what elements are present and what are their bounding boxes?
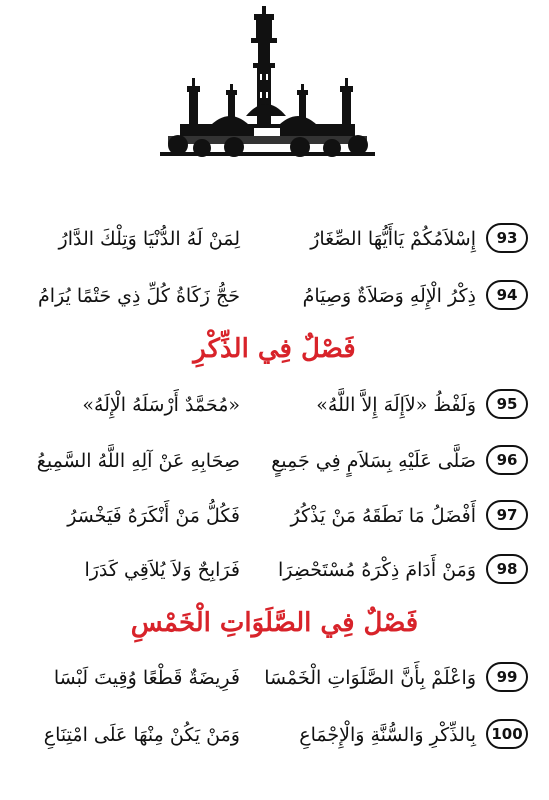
verse-first-hemistich: أَفْضَلُ مَا نَطَقَهُ مَنْ يَذْكُرُ xyxy=(290,505,476,527)
verse-second-hemistich: «مُحَمَّدٌ أَرْسَلَهُ الْإِلَهُ» xyxy=(82,394,240,416)
verse-first-hemistich: إِسْلاَمُكُمْ يَاأَيُّهَا الصِّغَارُ xyxy=(310,228,476,250)
verse-second-hemistich: فَكُلُّ مَنْ أَنْكَرَهُ فَيَخْسَرُ xyxy=(67,505,240,527)
verse-93 xyxy=(10,219,540,259)
verse-number-badge: 95 xyxy=(486,389,528,419)
verse-98 xyxy=(10,550,540,590)
verse-number-badge: 99 xyxy=(486,662,528,692)
verse-second-hemistich: لِمَنْ لَهُ الدُّنْيَا وَتِلْكَ الدَّارُ xyxy=(58,228,240,250)
verse-number-badge: 100 xyxy=(486,719,528,749)
verse-second-hemistich: وَمَنْ يَكُنْ مِنْهَا عَلَى امْتِنَاعِ xyxy=(43,724,240,746)
verse-second-hemistich: صِحَابِهِ عَنْ آلِهِ اللَّهُ السَّمِيعُ xyxy=(36,450,240,472)
verse-99 xyxy=(10,658,540,698)
verse-number-badge: 93 xyxy=(486,223,528,253)
verse-94 xyxy=(10,276,540,316)
verse-second-hemistich: فَرَابِحٌ وَلاَ يُلاَقِي كَدَرَا xyxy=(84,559,240,581)
verse-first-hemistich: ذِكْرُ الْإِلَهِ وَصَلاَةٌ وَصِيَامُ xyxy=(302,285,476,307)
section-heading-dhikr: فَصْلٌ فِي الذِّكْرِ xyxy=(193,334,356,364)
mosque-illustration xyxy=(150,0,385,165)
verse-100 xyxy=(10,715,540,755)
verse-number-badge: 98 xyxy=(486,554,528,584)
verse-second-hemistich: حَجُّ زَكَاةُ كُلِّ ذِي حَتْمًا يُرَامُ xyxy=(37,285,240,307)
verse-first-hemistich: وَمَنْ أَدَامَ ذِكْرَهُ مُسْتَحْضِرَا xyxy=(277,559,476,581)
verse-96 xyxy=(10,441,540,481)
verse-97 xyxy=(10,496,540,536)
verse-second-hemistich: فَرِيضَةٌ قَطْعًا وُقِيتَ لَبْسَا xyxy=(53,667,240,689)
verse-first-hemistich: وَلَفْظُ «لاَإِلَهَ إِلاَّ اللَّهُ» xyxy=(316,394,476,416)
section-heading-salawat: فَصْلٌ فِي الصَّلَوَاتِ الْخَمْسِ xyxy=(130,608,419,638)
verse-number-badge: 96 xyxy=(486,445,528,475)
verse-first-hemistich: صَلَّى عَلَيْهِ بِسَلاَمٍ فِي جَمِيعٍ xyxy=(271,450,476,472)
verse-number-badge: 97 xyxy=(486,500,528,530)
verse-first-hemistich: وَاعْلَمْ بِأَنَّ الصَّلَوَاتِ الْخَمْسَا xyxy=(264,667,476,689)
verse-number-badge: 94 xyxy=(486,280,528,310)
verse-first-hemistich: بِالذِّكْرِ وَالسُّنَّةِ وَالْإِجْمَاعِ xyxy=(299,724,476,746)
verse-95 xyxy=(10,385,540,425)
